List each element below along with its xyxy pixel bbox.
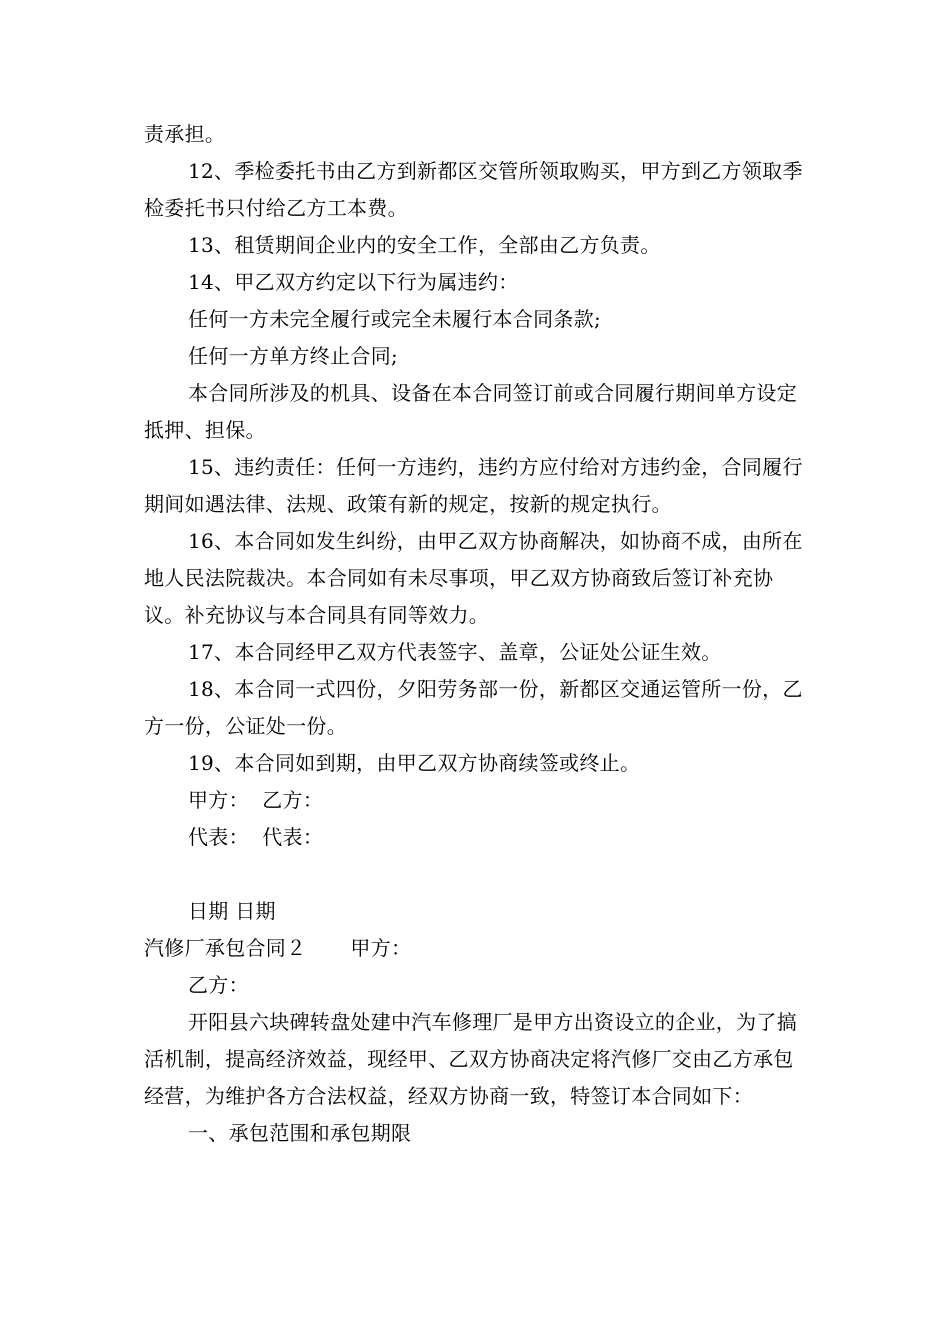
section-1-title: 一、承包范围和承包期限 [188, 1121, 412, 1145]
party-b-label: 乙方： [188, 973, 249, 997]
breach-item-1: 任何一方未完全履行或完全未履行本合同条款; [188, 307, 602, 331]
clause-14: 14、甲乙双方约定以下行为属违约： [188, 270, 519, 294]
clause-12: 12、季检委托书由乙方到新都区交管所领取购买，甲方到乙方领取季检委托书只付给乙方工本费。 [144, 159, 803, 220]
contract-preamble: 开阳县六块碑转盘处建中汽车修理厂是甲方出资设立的企业，为了搞活机制，提高经济效益，现经甲、乙双方协商决定将汽修厂交由乙方承包经营，为维护各方合法权益，经双方协商一致，特签订本合同如下： [144, 1010, 797, 1108]
clause-13: 13、租赁期间企业内的安全工作，全部由乙方负责。 [188, 233, 661, 257]
breach-item-2: 任何一方单方终止合同; [188, 344, 399, 368]
breach-item-3: 本合同所涉及的机具、设备在本合同签订前或合同履行期间单方设定抵押、担保。 [144, 381, 797, 442]
paragraph-continuation: 责承担。 [144, 122, 226, 146]
signature-parties: 甲方： 乙方： [188, 788, 324, 812]
clause-16: 16、本合同如发生纠纷，由甲乙双方协商解决，如协商不成，由所在地人民法院裁决。本合同如有未尽事项，甲乙双方协商致后签订补充协议。补充协议与本合同具有同等效力。 [144, 529, 803, 627]
clause-15: 15、违约责任：任何一方违约，违约方应付给对方违约金，合同履行期间如遇法律、法规、政策有新的规定，按新的规定执行。 [144, 455, 803, 516]
party-a-label: 甲方： [350, 936, 412, 960]
clause-18: 18、本合同一式四份，夕阳劳务部一份，新都区交通运管所一份，乙方一份，公证处一份。 [144, 677, 803, 738]
signature-dates: 日期 日期 [188, 899, 276, 923]
contract-title: 汽修厂承包合同２ [144, 936, 307, 960]
clause-19: 19、本合同如到期，由甲乙双方协商续签或终止。 [188, 751, 641, 775]
document-body [144, 116, 806, 1152]
blank-line [144, 856, 806, 893]
contract-heading-row [144, 930, 806, 967]
signature-representatives: 代表： 代表： [188, 825, 324, 849]
clause-17: 17、本合同经甲乙双方代表签字、盖章，公证处公证生效。 [188, 640, 722, 664]
